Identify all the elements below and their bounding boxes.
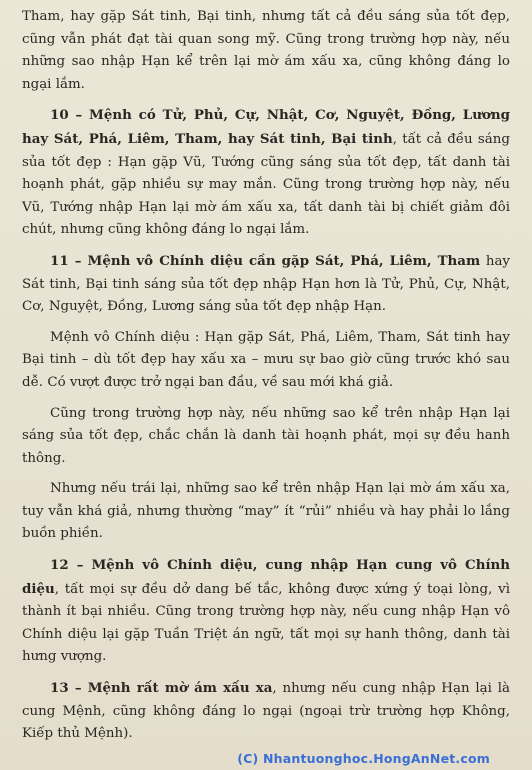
paragraph-text: Tham, hay gặp Sát tinh, Bại tinh, nhưng tất cả đều sáng sủa tốt đẹp, cũng vẫn phát đạt tài quan song mỹ. Cũng trong trường hợp này, nếu những sao nhập Hạn kể trên lại mờ ám xấu xa, cũng không đáng lo ngại lắm.: [22, 9, 510, 92]
paragraph-text: hay Sát tinh, Bại tinh sáng sủa tốt đẹp nhập Hạn hơn là Tử, Phủ, Cự, Nhật, Cơ, Nguyệt, Đồng, Lương sáng sủa tốt đẹp nhập Hạn.: [22, 253, 510, 315]
paragraph: [22, 250, 510, 319]
paragraph: [22, 478, 510, 546]
paragraph: [22, 403, 510, 471]
paragraph: [22, 554, 510, 669]
paragraph-text: Mệnh vô Chính diệu : Hạn gặp Sát, Phá, Liêm, Tham, Sát tinh hay Bại tinh – dù tốt đẹp hay xấu xa – mưu sự bao giờ cũng trước khó sau dễ. Có vượt được trở ngại ban đầu, về sau mới khá giả.: [22, 329, 510, 390]
paragraph: [22, 327, 510, 395]
paragraph: [22, 677, 510, 746]
section-heading: 10 – Mệnh có Tử, Phủ, Cự, Nhật, Cơ, Nguyệt, Đồng, Lương hay Sát, Phá, Liêm, Tham, hay Sát tinh, Bại tinh: [22, 107, 510, 147]
paragraph-text: , nhưng nếu cung nhập Hạn lại là cung Mệnh, cũng không đáng lo ngại (ngoại trừ trường hợp Không, Kiếp thủ Mệnh).: [22, 681, 510, 742]
paragraph: [22, 104, 510, 242]
paragraph-text: , tất cả đều sáng sủa tốt đẹp : Hạn gặp Vũ, Tướng cũng sáng sủa tốt đẹp, tất danh tài hoạnh phát, gặp nhiều sự may mắn. Cũng trong trường hợp này, nếu Vũ, Tướng nhập Hạn lại mờ ám xấu xa, tất danh tài bị chiết giảm đôi chút, nhưng cũng không đáng lo ngại lắm.: [22, 131, 510, 238]
paragraph-text: , tất mọi sự đều dở dang bế tắc, không được xứng ý toại lòng, vì thành ít bại nhiều. Cũng trong trường hợp này, nếu cung nhập Hạn vô Chính diệu lại gặp Tuần Triệt án ngữ, tất mọi sự hanh thông, danh tài hưng vượng.: [22, 581, 510, 665]
paragraph: [22, 6, 510, 96]
paragraph-text: Nhưng nếu trái lại, những sao kể trên nhập Hạn lại mờ ám xấu xa, tuy vẫn khá giả, nhưng thường “may” ít “rủi” nhiều và hay phải lo lắng buồn phiền.: [22, 481, 510, 542]
section-heading: 12 – Mệnh vô Chính diệu, cung nhập Hạn cung vô Chính diệu: [22, 557, 510, 597]
paragraph-text: Cũng trong trường hợp này, nếu những sao kể trên nhập Hạn lại sáng sủa tốt đẹp, chắc chắn là danh tài hoạnh phát, mọi sự đều hanh thông.: [22, 405, 510, 466]
text-body: [22, 6, 510, 746]
section-heading: 11 – Mệnh vô Chính diệu cần gặp Sát, Phá, Liêm, Tham: [50, 252, 481, 269]
site-watermark: (C) Nhantuonghoc.HongAnNet.com: [237, 751, 490, 766]
section-heading: 13 – Mệnh rất mờ ám xấu xa: [50, 680, 273, 697]
